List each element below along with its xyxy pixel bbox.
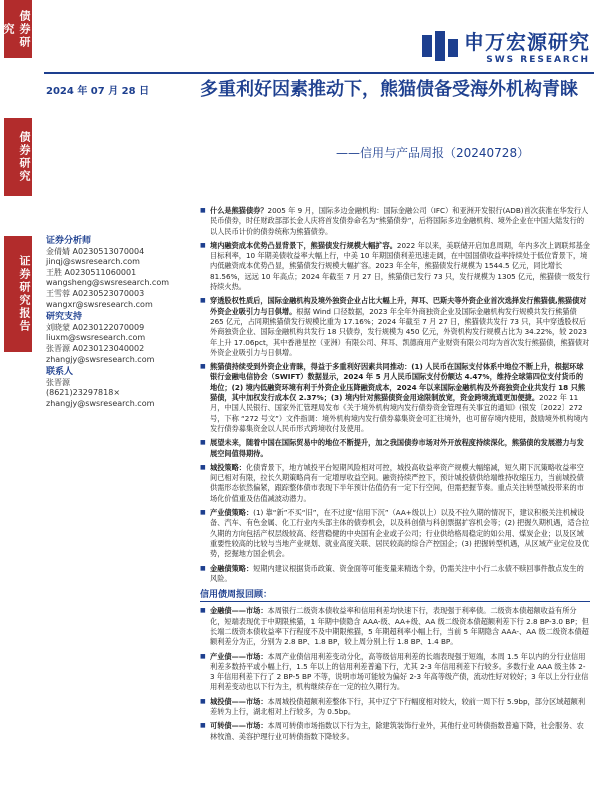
contact-line: (8621)23297818× [46, 388, 121, 398]
review-paragraph: ■ 产业债——市场：本周产业债信用利差变动分化，高等级信用利差的长端表现强于短端，本周 1.5 年以内的分行业信用利差多数持平或小幅上行，1.5 年以上的信用利差普遍下行，尤其 2-3 年信用利差下行较多。多数行业 AAA 级主体 2-3 年信用利差下行了 2 BP-5 BP 不等，说明市场可能较为偏好 2-3 年高等级产债，流动性好对较好；3 年以上分行业信用利差变动也以下行为主，机构继续存在一定的拉久期行为。 [200, 652, 590, 693]
report-title: 多重利好因素推动下，熊猫债备受海外机构青睐 [200, 79, 578, 100]
contact-line: 张晋源 [46, 377, 70, 387]
contact-line: zhangjy@swsresearch.com [46, 398, 155, 408]
company-logo [422, 26, 590, 65]
summary-paragraph: ■ 金融债策略：短期内建议根据货币政策、资金面等可能变量来精选个券，仍需关注中小行二永债不赎回事件散点发生的风险。 [200, 564, 590, 585]
analyst-heading: 证券分析师 [46, 236, 92, 246]
summary-paragraph: ■ 什么是熊猫债券？2005 年 9 月，国际多边金融机构：国际金融公司（IFC）和亚洲开发银行(ADB)首次获准在华发行人民币债券，时任财政部部长金人庆将首发债券命名为“熊猫债券”，后将国际多边金融机构、境外企业在中国大陆发行的以人民币计价的债券统称为熊猫债券。 [200, 206, 590, 237]
support-line: zhangjy@swsresearch.com [46, 354, 155, 364]
summary-paragraph: ■ 产业债策略：(1) 靠“新”不买“旧”，在不过度“信用下沉”（AA+级以上）以及不拉久期的情况下，建议积极关注机械设备、汽车、有色金属、化工行业内头部主体的债券机会，以及科创债与科创票据扩容机会等；(2) 把握久期机遇，适合拉久期的方向包括产权层级较高、经营稳健的中央国有企业或子公司；行业供给格局稳定的如公用、煤炭企业；以及区域重要性较高的比较与当地产业规划、就业高度关联、居民较高的综合产控国企；(3) 把握转型机遇，从区域产业定位及优势，挖掘地方国企机会。 [200, 508, 590, 559]
header-divider [44, 72, 594, 74]
summary-paragraph: ■ 穿透股权性质后，国际金融机构及境外独资企业占比大幅上升，拜耳、巴斯夫等外资企业首次选择发行熊猫债,熊猫债对外资企业吸引力与日俱增。根据 Wind 口径数据，2023 年全年外商独资企业及国际金融机构发行规模共发行熊猫债 265 亿元，占同期熊猫债发行规模比重为 17.16%；2024 年截至 7 月 27 日，熊猫债共发行 73 只，其中穿透股权后外商独资企业、国际金融机构共发行 18 只债券，发行规模为 450 亿元，外资机构发行规模占比为 34.22%，较 2023 年上升 17.06pct，其中香港星控（亚洲）有限公司、拜耳、凯德商用产业财资有限公司均为首次发行熊猫债，熊猫债对外资企业吸引力与日俱增。 [200, 296, 590, 358]
logo-en-text: SWS RESEARCH [486, 55, 590, 65]
summary-paragraph: ■ 境内融资成本优势凸显背景下，熊猫债发行规模大幅扩容。2022 年以来，美联储开启加息周期，年内多次上调联邦基金目标利率，10 年期美债收益率大幅上行，中美 10 年期国债利差迅速走阔，在中国国债收益率持续处于低位背景下，境内低融资成本优势凸显，熊猫债发行规模大幅扩容。2023 年全年，熊猫债发行规模为 1544.5 亿元，同比增长 81.56%，远远 10 年高点；2024 年截至 7 月 27 日，熊猫债已发行 73 只，发行规模为 1305 亿元，熊猫债一级发行持续火热。 [200, 241, 590, 292]
sidebar-tag-research-type: 债券研究 [4, 0, 32, 58]
left-sidebar [0, 0, 40, 800]
logo-cn-text: 申万宏源研究 [464, 30, 590, 54]
summary-paragraph: ■ 展望未来，随着中国在国际贸易中的地位不断提升，加之我国债券市场对外开放程度持续深化，熊猫债的发展潜力与发展空间值得期待。 [200, 438, 590, 459]
logo-mark-icon [422, 31, 460, 61]
review-paragraph: ■ 金融债——市场：本周银行二级资本债收益率和信用利差均快速下行，表现强于利率债。二级资本债超额收益有所分化，短端表现优于中期限熊猫，1 年期中债隐含 AAA-级、AA+级、AA 级二级资本债超额利差下行 2.8 BP-3.0 BP；但长端二级资本债收益率下行程度不及中期限熊猫，5 年期超利率小幅上行，当前 5 年期隐含 AAA-、AA 级二级资本债超额利差分为正，分别为 2.8 BP、1.8 BP，较上周分别上行 1.8 BP、1.4 BP。 [200, 606, 590, 647]
report-date: 2024 年 07 月 28 日 [46, 86, 150, 97]
summary-paragraph: ■ 城投策略：化债背景下，地方城投平台短期风险相对可控，城投高收益率资产规模大幅缩减，短久期下沉策略收益率空间已相对有限，拉长久期策略尚有一定增厚收益空间。融资持续严控下，预计城投债供给端维持收缩压力，当前城投债供需形态依然偏紧，跟踪整体债市表现下半年预计估值仍有一定下行空间，但需把握节奏。重点关注转型城投带来的市场化价值重及估值减波动潜力。 [200, 463, 590, 504]
report-subtitle: ——信用与产品周报（20240728） [336, 146, 530, 160]
sidebar-tag-report: 证券研究报告 [4, 236, 32, 352]
support-line: liuxm@swsresearch.com [46, 333, 146, 343]
analyst-line: 王雪蓉 A0230523070003 [46, 288, 145, 298]
research-support-heading: 研究支持 [46, 312, 83, 323]
report-body [200, 206, 590, 746]
support-line: 刘晓蒙 A0230122070009 [46, 322, 145, 332]
analyst-line: wangsheng@swsresearch.com [46, 278, 170, 288]
contact-heading: 联系人 [46, 367, 74, 378]
analyst-panel [46, 234, 196, 410]
summary-paragraph: ■ 熊猫债持续受到外资企业青睐，得益于多重利好因素共同推动：(1) 人民币在国际支付体系中地位不断上升，根据环球银行金融电信协会（SWIFT）数据显示，2024 年 5 月人民币国际支付份额达 4.47%，维持全球第四位支付货币的地位；(2) 境内低融资环境有利于外资企业压降融资成本，2024 年以来国际金融机构及外商独资企业共发行 18 只熊猫债，其中加权发行成本仅 2.37%；(3) 境内针对熊猫债资金用途限制放宽，资金跨境流通更加便捷。2022 年 11 月，中国人民银行、国家外汇管理局发布《关于境外机构境内发行债券资金管理有关事宜的通知》(银发〔2022〕272 号，下称 “272 号文”）文件指调：境外机构境内发行债券募集资金可汇往境外，也可留存境内使用，鼓励境外机构境内发行债券募集资金以人民币形式跨境收付及使用。 [200, 362, 590, 434]
analyst-line: wangxr@swsresearch.com [46, 299, 153, 309]
review-section-heading: 信用债周报回顾： [200, 590, 590, 602]
sidebar-tag-category: 债券研究 [4, 118, 32, 196]
support-line: 张晋源 A0230123040002 [46, 343, 145, 353]
review-paragraph: ■ 可转债——市场：本周可转债市场指数以下行为主，除建筑装饰行业外，其他行业可转债指数普遍下降，社会服务、农林牧渔、美容护理行业可转债指数下降较多。 [200, 721, 590, 742]
analyst-line: jinqj@swsresearch.com [46, 257, 140, 267]
review-paragraph: ■ 城投债——市场：本周城投债超额利差整体下行，其中辽宁下行幅度相对较大，较前一周下行 5.9bp，部分区域超额利差转为上行，湖北相对上行较多，为 0.5bp。 [200, 697, 590, 718]
analyst-line: 金倩婧 A0230513070004 [46, 246, 145, 256]
analyst-line: 王胜 A0230511060001 [46, 267, 137, 277]
